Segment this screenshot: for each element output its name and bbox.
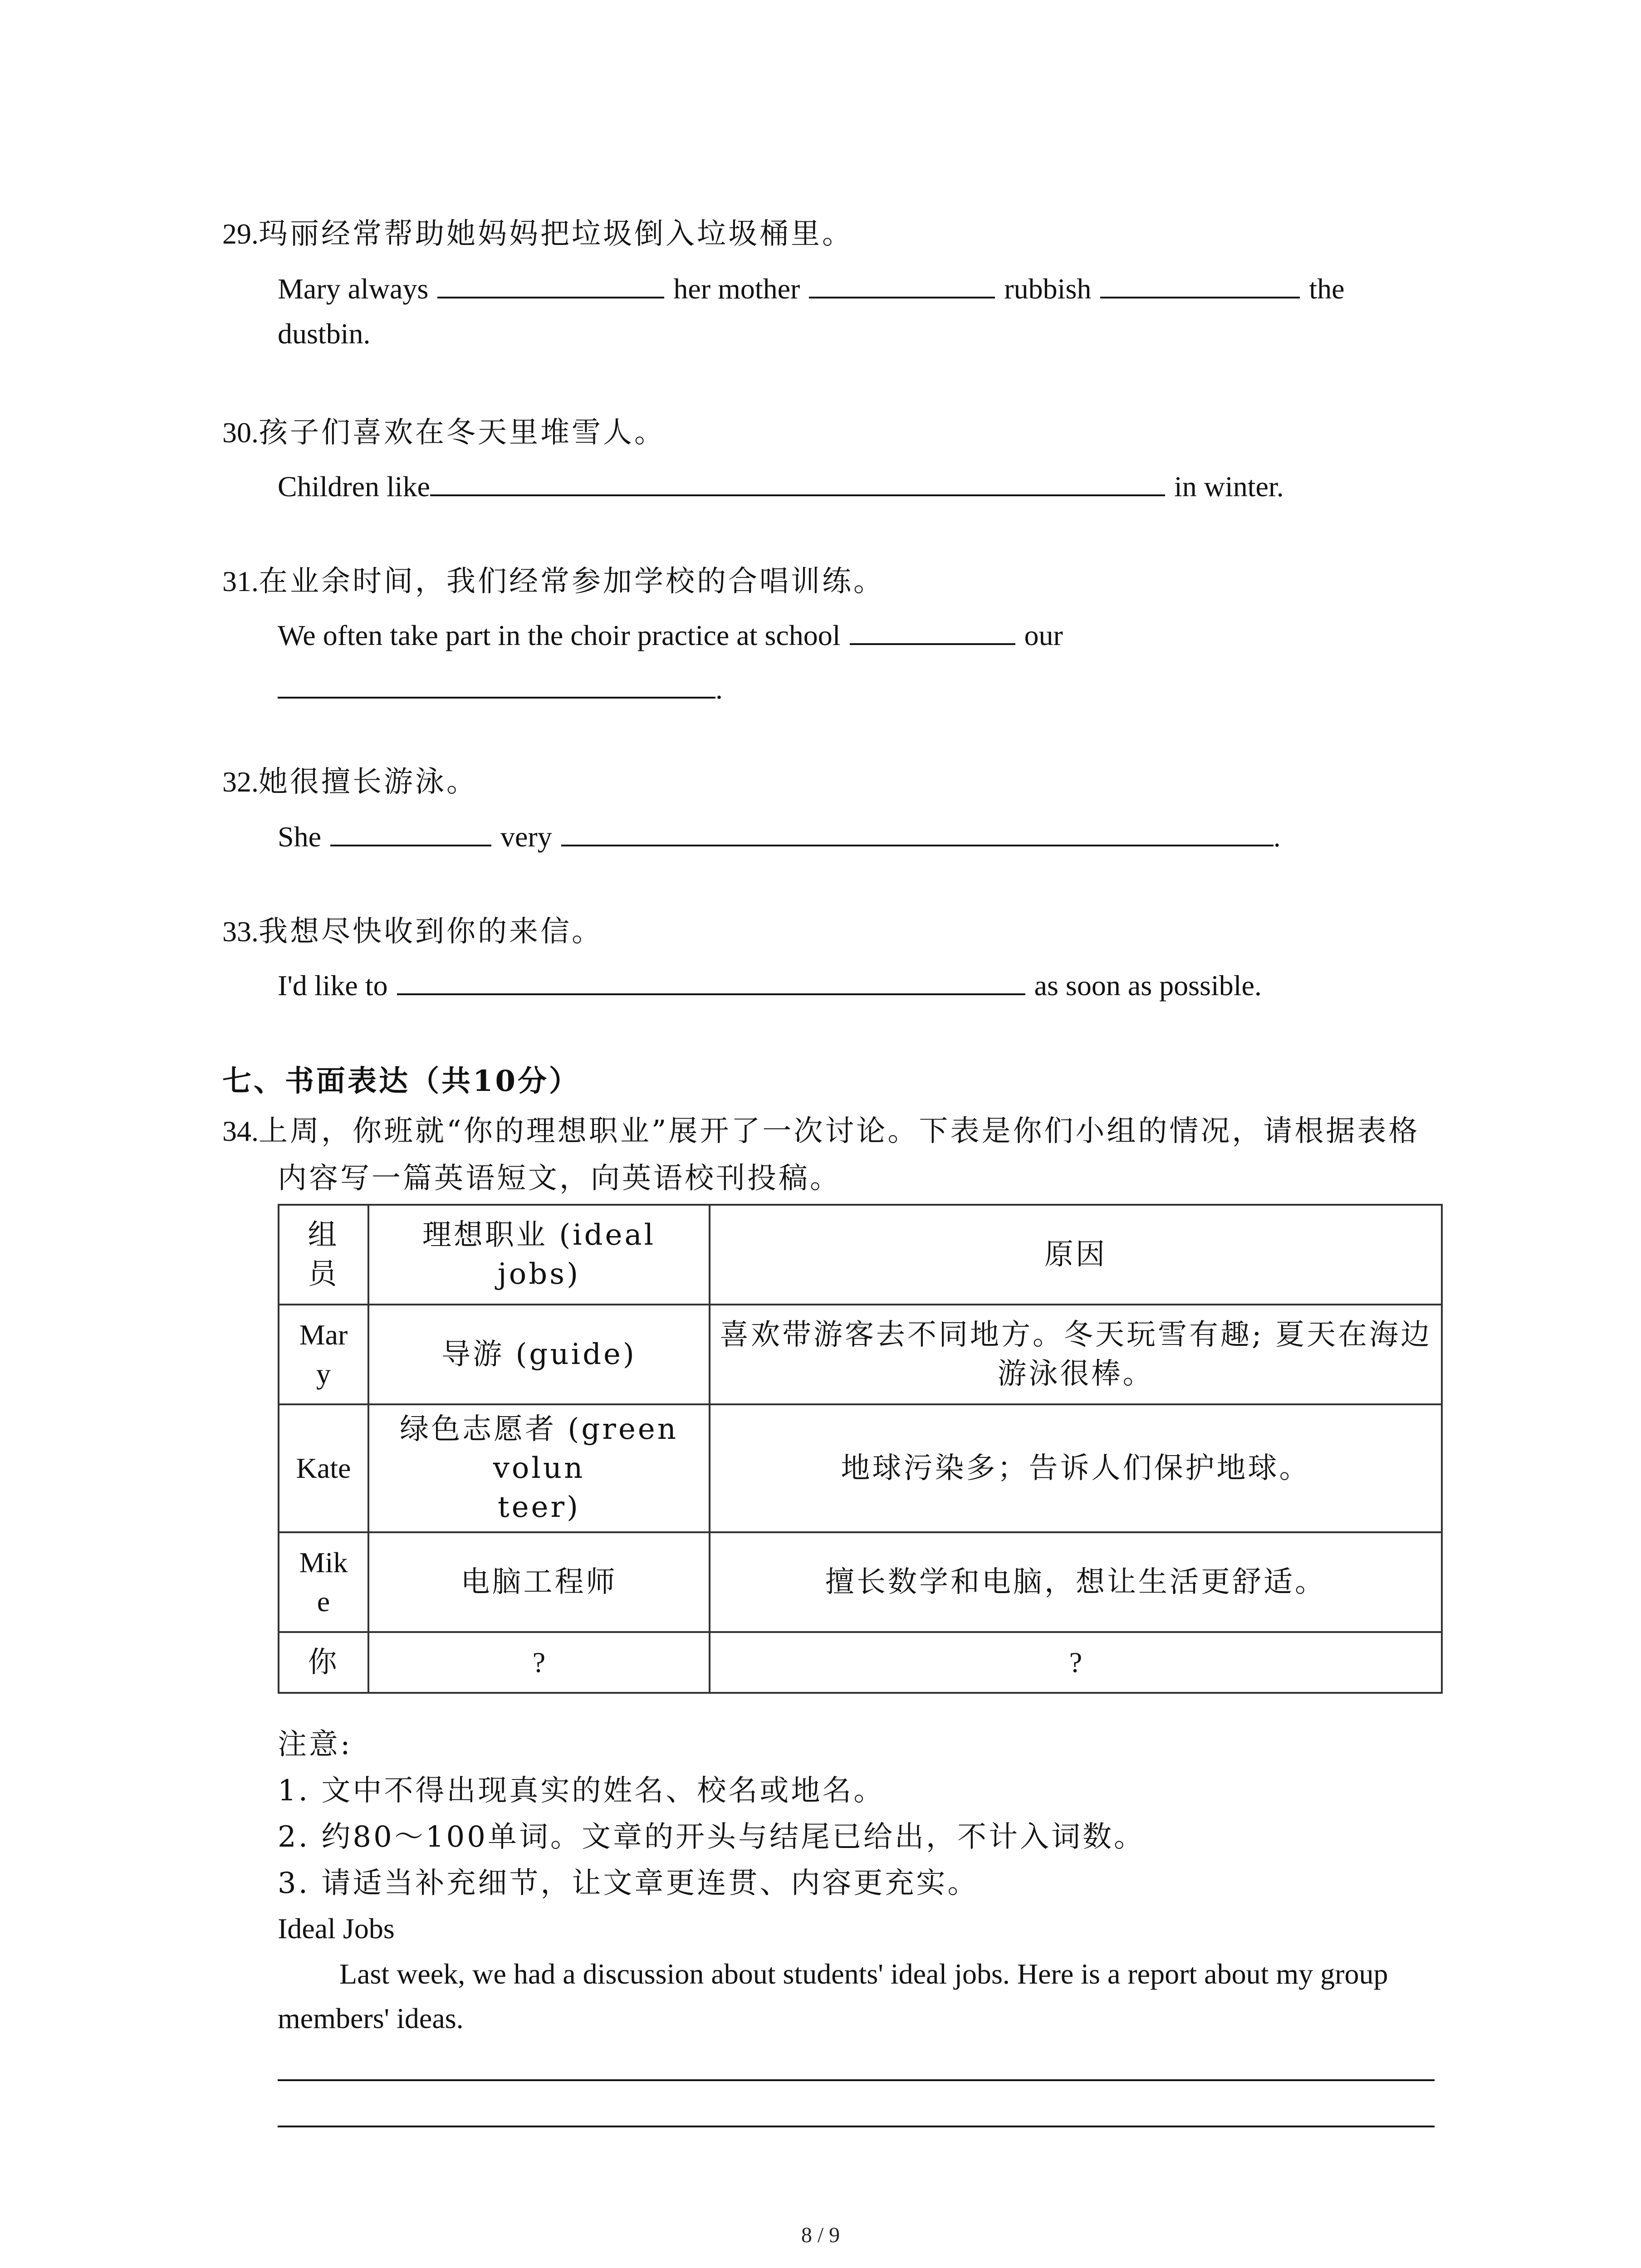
reason-cell: 擅长数学和电脑，想让生活更舒适。 bbox=[710, 1532, 1442, 1632]
answer-blank[interactable] bbox=[809, 269, 995, 298]
member-cell: Mik e bbox=[279, 1532, 368, 1632]
question-33-cn: 33.我想尽快收到你的来信。 bbox=[222, 915, 603, 948]
notes-title: 注意: bbox=[278, 1728, 353, 1761]
table-row bbox=[279, 1532, 1442, 1632]
table-row bbox=[279, 1632, 1442, 1693]
answer-blank[interactable] bbox=[430, 466, 1165, 496]
header-job: 理想职业 (ideal jobs) bbox=[368, 1205, 710, 1305]
question-30-cn: 30.孩子们喜欢在冬天里堆雪人。 bbox=[222, 416, 666, 450]
question-32-en: She very . bbox=[278, 816, 1281, 855]
essay-opening: Last week, we had a discussion about students' ideal jobs. Here is a report about my group bbox=[339, 1958, 1388, 1990]
answer-blank[interactable] bbox=[850, 615, 1015, 645]
member-cell: 你 bbox=[279, 1632, 368, 1693]
question-33-en: I'd like to as soon as possible. bbox=[278, 965, 1262, 1004]
answer-blank[interactable] bbox=[437, 269, 664, 298]
member-cell: Mar y bbox=[279, 1305, 368, 1404]
answer-blank[interactable] bbox=[1100, 269, 1300, 298]
table-row bbox=[279, 1404, 1442, 1532]
note-item: 2. 约80～100单词。文章的开头与结尾已给出，不计入词数。 bbox=[278, 1820, 1145, 1854]
essay-opening-cont: members' ideas. bbox=[278, 2002, 464, 2034]
table-row bbox=[279, 1305, 1442, 1404]
writing-prompt-cont: 内容写一篇英语短文，向英语校刊投稿。 bbox=[278, 1162, 841, 1195]
job-cell: ? bbox=[368, 1632, 710, 1693]
question-31-en: We often take part in the choir practice at school our bbox=[278, 615, 1063, 654]
job-cell: 导游 (guide) bbox=[368, 1305, 710, 1404]
answer-blank[interactable] bbox=[561, 816, 1274, 846]
section-title: 七、书面表达（共10分） bbox=[222, 1064, 581, 1098]
essay-title: Ideal Jobs bbox=[278, 1912, 395, 1945]
question-30-en: Children like in winter. bbox=[278, 466, 1284, 505]
writing-line[interactable] bbox=[278, 2079, 1435, 2081]
reason-cell: ? bbox=[710, 1632, 1442, 1693]
question-29-cn: 29.玛丽经常帮助她妈妈把垃圾倒入垃圾桶里。 bbox=[222, 217, 853, 251]
header-member: 组 员 bbox=[279, 1205, 368, 1305]
answer-blank[interactable] bbox=[397, 965, 1025, 995]
note-item: 1. 文中不得出现真实的姓名、校名或地名。 bbox=[278, 1774, 885, 1808]
ideal-jobs-table bbox=[278, 1204, 1443, 1694]
page-number: 8 / 9 bbox=[801, 2223, 840, 2247]
question-32-cn: 32.她很擅长游泳。 bbox=[222, 765, 478, 799]
question-31-cn: 31.在业余时间，我们经常参加学校的合唱训练。 bbox=[222, 565, 885, 598]
reason-cell: 地球污染多；告诉人们保护地球。 bbox=[710, 1404, 1442, 1532]
question-29-en: Mary always her mother rubbish the bbox=[278, 269, 1345, 307]
table-header-row bbox=[279, 1205, 1442, 1305]
header-reason: 原因 bbox=[710, 1205, 1442, 1305]
answer-blank[interactable] bbox=[330, 816, 491, 846]
writing-prompt: 34.上周，你班就“你的理想职业”展开了一次讨论。下表是你们小组的情况，请根据表格 bbox=[222, 1114, 1420, 1148]
answer-blank[interactable] bbox=[278, 669, 715, 699]
question-31-en-cont: . bbox=[278, 669, 723, 707]
job-cell: 绿色志愿者 (green volun teer) bbox=[368, 1404, 710, 1532]
member-cell: Kate bbox=[279, 1404, 368, 1532]
question-29-en-cont: dustbin. bbox=[278, 318, 371, 350]
reason-cell: 喜欢带游客去不同地方。冬天玩雪有趣; 夏天在海边 游泳很棒。 bbox=[710, 1305, 1442, 1404]
writing-line[interactable] bbox=[278, 2126, 1435, 2127]
job-cell: 电脑工程师 bbox=[368, 1532, 710, 1632]
note-item: 3. 请适当补充细节，让文章更连贯、内容更充实。 bbox=[278, 1867, 979, 1900]
